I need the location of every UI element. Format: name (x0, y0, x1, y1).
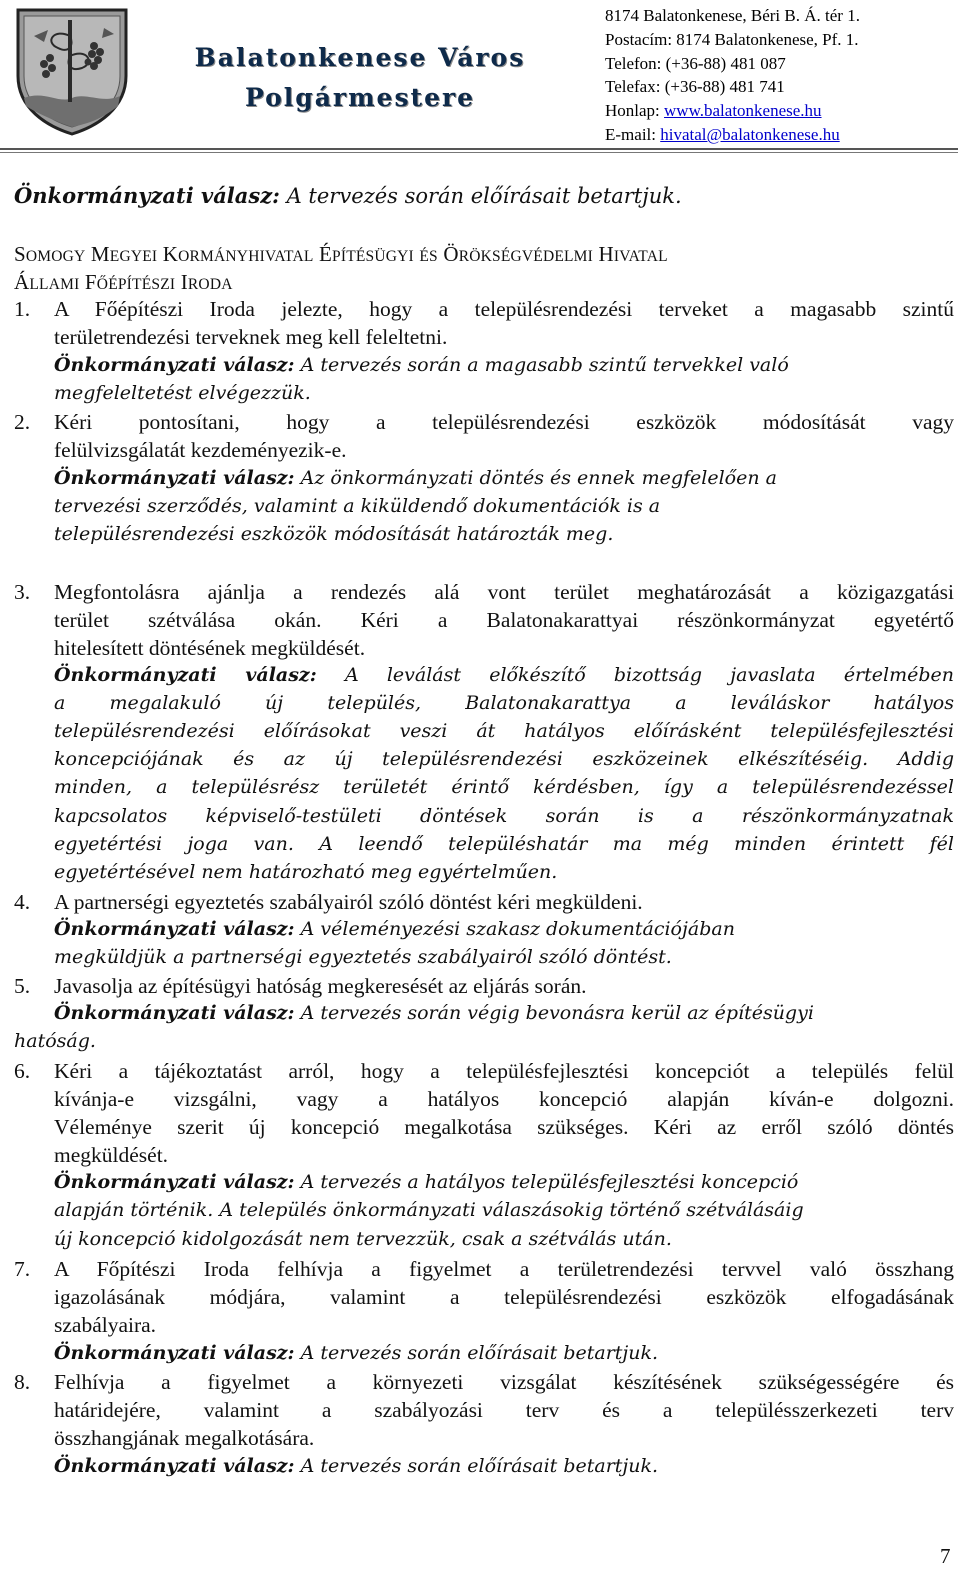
email-line: E-mail: hivatal@balatonkenese.hu (605, 124, 840, 144)
address-line: 8174 Balatonkenese, Béri B. Á. tér 1. (605, 6, 860, 25)
town-title-line1: Balatonkenese Város (194, 43, 526, 72)
section-heading-line2: ÁLLAMI FŐÉPÍTÉSZI IRODA (14, 270, 233, 294)
document-page: Balatonkenese Város Polgármestere 8174 Balatonkenese, Béri B. Á. tér 1. Postacím: 8174 Balatonkenese, Pf. 1. Telefon: (+36-88) 481 087 Telefax: (+36-88) 481 741 Honlap: www.balatonkenese.hu E-mail: hivatal@balatonkenese.hu Önkormányzati válasz: A tervezés során előírásait betartjuk. SOMOGY MEGYEI KORMÁNYHIVATAL ÉPÍTÉSÜGYI ÉS ÖRÖKSÉGVÉDELMI HIVATAL ÁLLAMI FŐÉPÍTÉSZI IRODA 1. A Főépítészi Iroda jelezte, hogy a településrendezési terveket a magasabb szintű területrendezési terveknek meg kell feleltetni. Önkormányzati válasz: A tervezés során a magasabb szintű tervekkel való megfeleltetést elvégezzük. 2. Kéri pontosítani, hogy a településrendezési eszközök módosítását vagy felülvizsgálatát kezdeményezik-e. Önkormányzati válasz: Az önkormányzati döntés és ennek megfelelően a tervezési szerződés, valamint a kiküldendő dokumentációk is a településrendezési eszközök módosítását határozták meg. 3. Megfontolásra ajánlja a rendezés alá vont terület meghatározását a közigazgatási terület szétválása okán. Kéri a Balatonakarattyai részönkormányzat egyetértő hitelesített döntésének megküldését. Önkormányzati válasz: A leválást előkészítő bizottság javaslata értelmében a megalakuló új település, Balatonakarattya a leváláskor hatályos településrendezési előírásokat veszi át hatályos előírásként településfejlesztési koncepciójának és az új településrendezési eszközeinek elkészítéséig. Addig minden, a településrész területét érintő kérdésben, így a településrendezéssel kapcsolatos képviselő-testületi döntések során is a részönkormányzatnak egyetértési joga van. A leendő településhatár ma még minden érintett fél egyetértésével nem határozható meg egyértelműen. 4. A partnerségi egyeztetés szabályairól szóló döntést kéri megküldeni. Önkormányzati válasz: A véleményezési szakasz dokumentációjában megküldjük a partnerségi egyeztetés szabályairól szóló döntést. 5. Javasolja az építésügyi hatóság megkeresését az eljárás során. Önkormányzati válasz: A tervezés során végig bevonásra kerül az építésügyi hatóság. 6. Kéri a tájékoztatást arról, hogy a településfejlesztési koncepciót a település felül kívánja-e vizsgálni, vagy a hatályos koncepció alapján kíván-e dolgozni. Véleménye szerit új koncepció megalkotása szükséges. Kéri az erről szóló döntés megküldését. Önkormányzati válasz: A tervezés a hatályos településfejlesztési koncepció alapján történik. A település önkormányzati válaszásokig történő szétválásáig új koncepció kidolgozását nem tervezzük, csak a szétválás után. 7. A Főpítészi Iroda felhívja a figyelmet a területrendezési tervvel való összhang igazolásának módjára, valamint a településrendezési eszközök elfogadásának szabályaira. Önkormányzati válasz: A tervezés során előírásait betartjuk. 8. Felhívja a figyelmet a környezeti vizsgálat készítésének szükségességére és határidejére, valamint a szabályozási terv és a településszerkezeti terv összhangjának megalkotására. Önkormányzati válasz: A tervezés során előírásait betartjuk. 7 (0, 0, 960, 1569)
item-6-answer: Önkormányzati válasz: A tervezés a hatályos településfejlesztési koncepció (54, 1171, 799, 1193)
website-link[interactable]: www.balatonkenese.hu (664, 101, 822, 121)
fax-line: Telefax: (+36-88) 481 741 (605, 77, 785, 97)
web-line: Honlap: www.balatonkenese.hu (605, 101, 822, 121)
postal-line: Postacím: 8174 Balatonkenese, Pf. 1. (605, 29, 859, 49)
item-5-number: 5. (14, 974, 31, 998)
item-2-question: Kéri pontosítani, hogy a településrendezési eszközök módosítását vagy (54, 410, 954, 434)
item-4-answer: Önkormányzati válasz: A véleményezési szakasz dokumentációjában (54, 918, 735, 940)
item-7-answer: Önkormányzati válasz: A tervezés során előírásait betartjuk. (54, 1342, 659, 1364)
item-1-number: 1. (14, 297, 31, 321)
item-4-question: A partnerségi egyeztetés szabályairól szóló döntést kéri megküldeni. (54, 890, 643, 914)
section-heading-line1: SOMOGY MEGYEI KORMÁNYHIVATAL ÉPÍTÉSÜGYI ÉS ÖRÖKSÉGVÉDELMI HIVATAL (14, 242, 668, 266)
item-3-number: 3. (14, 580, 31, 604)
item-6-number: 6. (14, 1059, 31, 1083)
item-6-question: Kéri a tájékoztatást arról, hogy a településfejlesztési koncepciót a település felül (54, 1059, 954, 1083)
item-3-answer: Önkormányzati válasz: A leválást előkészítő bizottság javaslata értelmében (54, 664, 955, 686)
item-4-number: 4. (14, 890, 31, 914)
item-7-question: A Főpítészi Iroda felhívja a figyelmet a területrendezési tervvel való összhang (54, 1257, 954, 1281)
item-1-question: A Főépítészi Iroda jelezte, hogy a településrendezési terveket a magasabb szintű (54, 297, 954, 321)
contact-block (605, 4, 955, 147)
item-2-number: 2. (14, 410, 31, 434)
item-8-number: 8. (14, 1370, 31, 1394)
email-link[interactable]: hivatal@balatonkenese.hu (660, 124, 840, 144)
item-5-answer: Önkormányzati válasz: A tervezés során végig bevonásra kerül az építésügyi (54, 1002, 814, 1024)
item-5-question: Javasolja az építésügyi hatóság megkeresését az eljárás során. (54, 974, 587, 998)
item-7-number: 7. (14, 1257, 31, 1281)
item-1-answer: Önkormányzati válasz: A tervezés során a magasabb szintű tervekkel való (54, 354, 789, 376)
town-title-line2: Polgármestere (244, 83, 476, 112)
phone-line: Telefon: (+36-88) 481 087 (605, 53, 786, 73)
item-3-question: Megfontolásra ajánlja a rendezés alá vont terület meghatározását a közigazgatási (54, 580, 954, 604)
answer-label: Önkormányzati válasz: (14, 183, 280, 208)
header-divider (0, 148, 958, 150)
page-number: 7 (940, 1544, 951, 1568)
item-8-question: Felhívja a figyelmet a környezeti vizsgálat készítésének szükségességére és (54, 1370, 954, 1394)
town-title (180, 38, 540, 118)
item-2-answer: Önkormányzati válasz: Az önkormányzati döntés és ennek megfelelően a (54, 467, 777, 489)
coat-of-arms-icon (14, 6, 130, 138)
header-divider-thin (0, 152, 958, 153)
intro-answer: Önkormányzati válasz: A tervezés során előírásait betartjuk. (14, 183, 682, 208)
item-8-answer: Önkormányzati válasz: A tervezés során előírásait betartjuk. (54, 1455, 659, 1477)
